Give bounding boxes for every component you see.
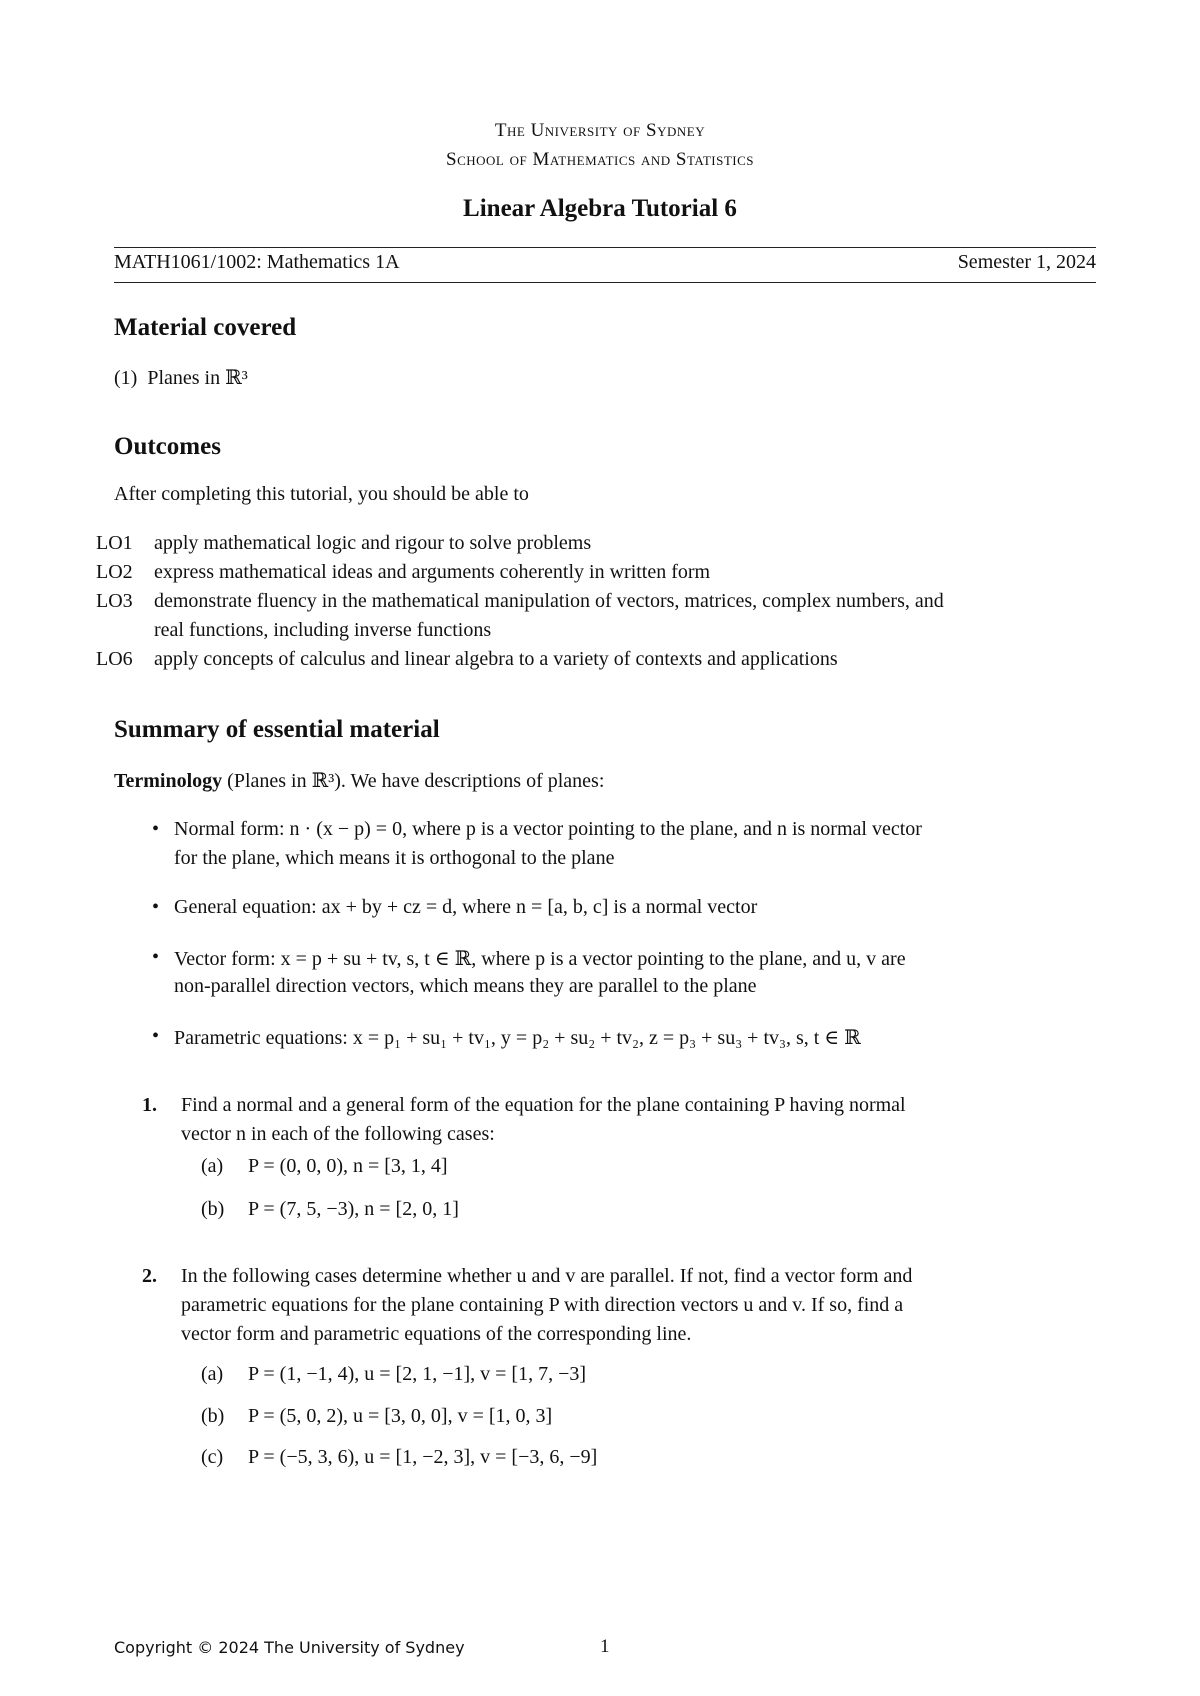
part-label: (a): [201, 1155, 224, 1177]
outcomes-heading: Outcomes: [114, 433, 221, 460]
part-text: P = (0, 0, 0), n = [3, 1, 4]: [248, 1155, 448, 1177]
semester-label: Semester 1, 2024: [957, 251, 1096, 273]
outcome-code: LO1: [96, 532, 133, 554]
outcome-text: demonstrate fluency in the mathematical manipulation of vectors, matrices, complex numbers, and: [154, 590, 944, 612]
outcome-code: LO6: [96, 648, 133, 670]
part-label: (a): [201, 1363, 224, 1385]
question-text: Find a normal and a general form of the equation for the plane containing P having normal: [181, 1094, 906, 1116]
outcomes-intro: After completing this tutorial, you should be able to: [114, 483, 529, 505]
part-label: (b): [201, 1198, 225, 1220]
terminology-label: Terminology: [114, 770, 223, 792]
bullet-icon: •: [152, 946, 160, 968]
question-text-continued: parametric equations for the plane containing P with direction vectors u and v. If so, find a: [181, 1294, 904, 1316]
outcome-code: LO3: [96, 590, 133, 612]
outcome-text: apply concepts of calculus and linear algebra to a variety of contexts and applications: [154, 648, 838, 670]
header-top-rule: [114, 247, 1096, 248]
bullet-text: General equation: ax + by + cz = d, where n = [a, b, c] is a normal vector: [174, 896, 758, 918]
part-text: P = (1, −1, 4), u = [2, 1, −1], v = [1, 7, −3]: [248, 1363, 587, 1385]
bullet-icon: •: [152, 818, 160, 840]
question-number: 2.: [142, 1265, 157, 1287]
university-name: The University of Sydney: [494, 120, 706, 141]
question-text-continued: vector n in each of the following cases:: [181, 1123, 495, 1145]
question-number: 1.: [142, 1094, 157, 1116]
outcome-text: express mathematical ideas and arguments coherently in written form: [154, 561, 711, 583]
page-title: Linear Algebra Tutorial 6: [463, 195, 737, 222]
bullet-text: Parametric equations: x = p₁ + su₁ + tv₁, y = p₂ + su₂ + tv₂, z = p₃ + su₃ + tv₃, s, t ∈ ℝ: [174, 1027, 861, 1049]
part-label: (c): [201, 1446, 224, 1468]
question-text-continued: vector form and parametric equations of the corresponding line.: [181, 1323, 692, 1345]
bullet-text-continued: non-parallel direction vectors, which means they are parallel to the plane: [174, 975, 757, 997]
terminology-text: (Planes in ℝ³). We have descriptions of planes:: [227, 770, 605, 792]
bullet-icon: •: [152, 896, 160, 918]
summary-heading: Summary of essential material: [114, 716, 440, 743]
bullet-text: Vector form: x = p + su + tv, s, t ∈ ℝ, where p is a vector pointing to the plane, and u, v are: [174, 948, 906, 970]
header-bottom-rule: [114, 282, 1096, 283]
outcome-text: apply mathematical logic and rigour to solve problems: [154, 532, 592, 554]
course-code: MATH1061/1002: Mathematics 1A: [114, 251, 400, 273]
terminology-line: [114, 768, 604, 793]
bullet-icon: •: [152, 1025, 160, 1047]
part-text: P = (−5, 3, 6), u = [1, −2, 3], v = [−3, 6, −9]: [248, 1446, 598, 1468]
page-number: 1: [600, 1636, 610, 1657]
material-covered-heading: Material covered: [114, 314, 297, 341]
school-name: School of Mathematics and Statistics: [446, 149, 754, 170]
material-item: (1) Planes in ℝ³: [114, 367, 248, 389]
question-text: In the following cases determine whether u and v are parallel. If not, find a vector form and: [181, 1265, 913, 1287]
copyright-footer: Copyright © 2024 The University of Sydney: [114, 1638, 465, 1657]
part-label: (b): [201, 1405, 225, 1427]
bullet-text: Normal form: n · (x − p) = 0, where p is a vector pointing to the plane, and n is normal vector: [174, 818, 922, 840]
outcome-text-continued: real functions, including inverse functions: [154, 619, 492, 641]
outcome-code: LO2: [96, 561, 133, 583]
part-text: P = (5, 0, 2), u = [3, 0, 0], v = [1, 0, 3]: [248, 1405, 553, 1427]
bullet-text-continued: for the plane, which means it is orthogonal to the plane: [174, 847, 615, 869]
part-text: P = (7, 5, −3), n = [2, 0, 1]: [248, 1198, 459, 1220]
